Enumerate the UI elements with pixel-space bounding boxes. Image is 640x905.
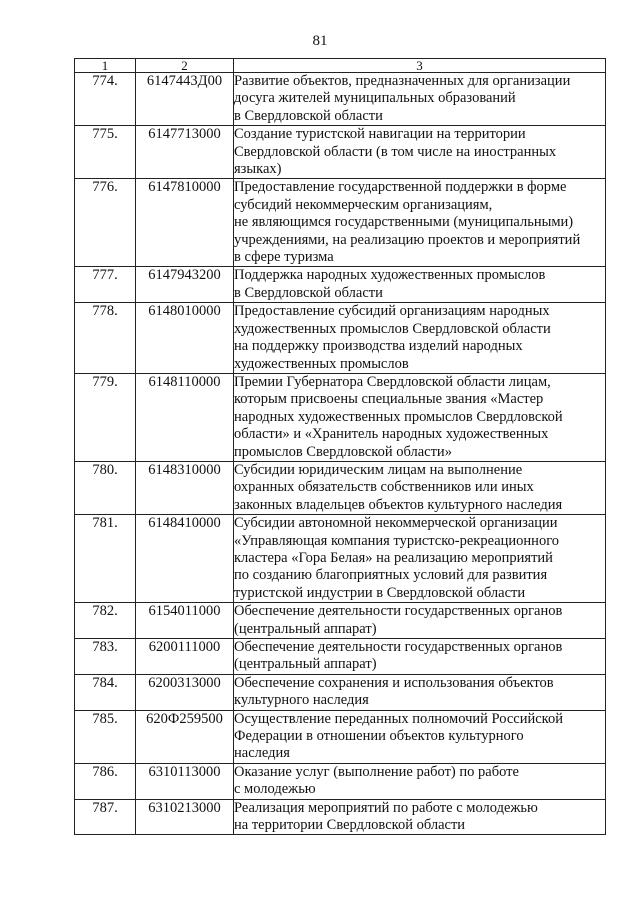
row-number: 782.	[75, 603, 136, 639]
row-number: 778.	[75, 303, 136, 374]
description-line: по созданию благоприятных условий для развития	[234, 567, 548, 584]
description-line: (центральный аппарат)	[234, 656, 377, 673]
row-code: 6148110000	[136, 373, 234, 461]
description-line: народных художественных промыслов Свердловской	[234, 408, 563, 425]
table-row	[75, 303, 606, 374]
row-number: 779.	[75, 373, 136, 461]
table-row	[75, 126, 606, 179]
description-line: Осуществление переданных полномочий Российской	[234, 710, 563, 727]
description-line: Создание туристской навигации на территории	[234, 126, 526, 143]
column-header-code: 2	[136, 59, 234, 73]
row-number: 781.	[75, 515, 136, 603]
description-line: Обеспечение деятельности государственных органов	[234, 603, 563, 620]
row-description	[234, 461, 606, 514]
description-line: охранных обязательств собственников или иных	[234, 479, 534, 496]
table-header-row	[75, 59, 606, 73]
row-description	[234, 373, 606, 461]
row-number: 780.	[75, 461, 136, 514]
description-line: Премии Губернатора Свердловской области лицам,	[234, 373, 551, 390]
table-body	[75, 73, 606, 835]
row-code: 6147943200	[136, 267, 234, 303]
row-code: 6147443Д00	[136, 73, 234, 126]
table-row	[75, 267, 606, 303]
row-description	[234, 763, 606, 799]
table-row	[75, 710, 606, 763]
row-code: 6148010000	[136, 303, 234, 374]
row-number: 775.	[75, 126, 136, 179]
description-line: художественных промыслов	[234, 355, 409, 372]
description-line: Предоставление субсидий организациям народных	[234, 303, 550, 320]
row-number: 785.	[75, 710, 136, 763]
description-line: законных владельцев объектов культурного наследия	[234, 496, 563, 513]
description-line: Предоставление государственной поддержки в форме	[234, 179, 567, 196]
column-header-description: 3	[234, 59, 606, 73]
description-line: в сфере туризма	[234, 249, 334, 266]
description-line: в Свердловской области	[234, 284, 383, 301]
description-line: Субсидии автономной некоммерческой организации	[234, 515, 558, 532]
row-code: 6148410000	[136, 515, 234, 603]
row-description	[234, 73, 606, 126]
description-line: кластера «Гора Белая» на реализацию мероприятий	[234, 549, 553, 566]
table-row	[75, 373, 606, 461]
description-line: туристской индустрии в Свердловской области	[234, 584, 526, 601]
row-code: 6148310000	[136, 461, 234, 514]
description-line: субсидий некоммерческим организациям,	[234, 196, 493, 213]
row-number: 777.	[75, 267, 136, 303]
table-row	[75, 73, 606, 126]
table-row	[75, 799, 606, 835]
row-code: 6154011000	[136, 603, 234, 639]
row-code: 6147713000	[136, 126, 234, 179]
row-code: 6200111000	[136, 639, 234, 675]
description-line: Развитие объектов, предназначенных для организации	[234, 73, 571, 89]
description-line: Обеспечение деятельности государственных органов	[234, 639, 563, 655]
description-line: промыслов Свердловской области»	[234, 443, 452, 460]
description-line: которым присвоены специальные звания «Мастер	[234, 391, 544, 408]
row-code: 620Ф259500	[136, 710, 234, 763]
description-line: «Управляющая компания туристско-рекреационного	[234, 532, 560, 549]
page-number: 81	[312, 33, 328, 49]
row-code: 6310213000	[136, 799, 234, 835]
table-row	[75, 603, 606, 639]
row-description	[234, 179, 606, 267]
table-row	[75, 674, 606, 710]
row-number: 776.	[75, 179, 136, 267]
description-line: на территории Свердловской области	[234, 817, 466, 834]
row-code: 6147810000	[136, 179, 234, 267]
description-line: Оказание услуг (выполнение работ) по работе	[234, 763, 519, 780]
description-line: Свердловской области (в том числе на иностранных	[234, 143, 557, 160]
description-line: области» и «Хранитель народных художественных	[234, 426, 549, 443]
description-line: Федерации в отношении объектов культурного	[234, 728, 524, 745]
table-row	[75, 639, 606, 675]
description-line: Реализация мероприятий по работе с молодежью	[234, 799, 538, 816]
description-line: наследия	[234, 745, 290, 762]
description-line: с молодежью	[234, 781, 316, 798]
table-row	[75, 515, 606, 603]
row-description	[234, 603, 606, 639]
row-description	[234, 710, 606, 763]
description-line: не являющимся государственными (муниципальными)	[234, 214, 574, 231]
description-line: (центральный аппарат)	[234, 620, 377, 637]
description-line: Поддержка народных художественных промыслов	[234, 267, 546, 284]
row-description	[234, 126, 606, 179]
row-description	[234, 674, 606, 710]
description-line: культурного наследия	[234, 692, 369, 709]
description-line: Обеспечение сохранения и использования объектов	[234, 674, 554, 691]
row-description	[234, 515, 606, 603]
row-number: 787.	[75, 799, 136, 835]
row-number: 784.	[75, 674, 136, 710]
description-line: в Свердловской области	[234, 107, 383, 124]
column-header-number: 1	[75, 59, 136, 73]
row-description	[234, 267, 606, 303]
description-line: на поддержку производства изделий народных	[234, 338, 523, 355]
row-code: 6310113000	[136, 763, 234, 799]
table-row	[75, 179, 606, 267]
table-row	[75, 763, 606, 799]
row-number: 774.	[75, 73, 136, 126]
description-line: художественных промыслов Свердловской области	[234, 320, 551, 337]
description-line: Субсидии юридическим лицам на выполнение	[234, 461, 523, 478]
row-code: 6200313000	[136, 674, 234, 710]
row-description	[234, 799, 606, 835]
row-number: 783.	[75, 639, 136, 675]
row-number: 786.	[75, 763, 136, 799]
row-description	[234, 639, 606, 675]
description-line: учреждениями, на реализацию проектов и мероприятий	[234, 231, 581, 248]
table-row	[75, 461, 606, 514]
row-description	[234, 303, 606, 374]
codes-table	[74, 58, 606, 835]
description-line: языках)	[234, 161, 282, 178]
description-line: досуга жителей муниципальных образований	[234, 90, 516, 107]
